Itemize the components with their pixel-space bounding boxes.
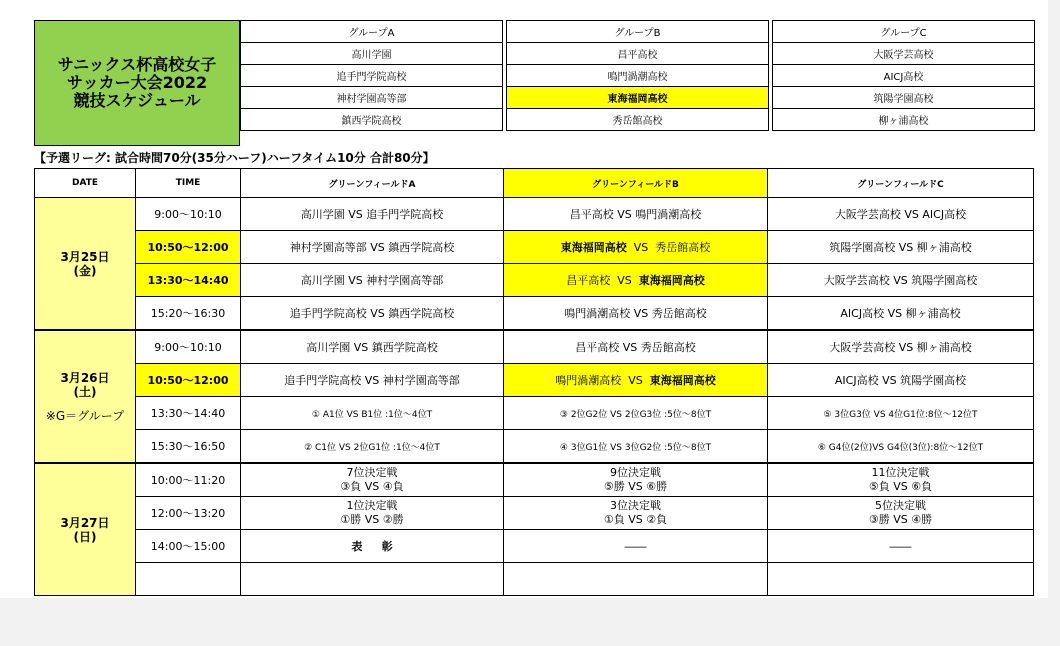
match-cell: 高川学園 VS 追手門学院高校 [241, 198, 504, 231]
schedule-header-row [35, 169, 1034, 198]
time-cell: 14:00～15:00 [136, 530, 241, 563]
table-row [35, 397, 1034, 430]
time-cell: 15:20～16:30 [136, 297, 241, 331]
table-row [35, 330, 1034, 364]
group-cell: 筑陽学園高校 [773, 87, 1035, 109]
match-cell: ⑤ 3位G3位 VS 4位G1位:8位～12位T [768, 397, 1034, 430]
match-cell: 大阪学芸高校 VS 筑陽学園高校 [768, 264, 1034, 297]
date-cell: 3月25日 (金) [35, 198, 136, 331]
match-cell: 筑陽学園高校 VS 柳ヶ浦高校 [768, 231, 1034, 264]
match-cell: AICJ高校 VS 柳ヶ浦高校 [768, 297, 1034, 331]
empty-cell [241, 563, 504, 596]
time-cell: 15:30～16:50 [136, 430, 241, 464]
match-cell: ③ 2位G2位 VS 2位G3位 :5位～8位T [504, 397, 768, 430]
match-cell: 3位決定戦 ①負 VS ②負 [504, 497, 768, 530]
match-cell-highlighted: 鳴門渦潮高校 VS 東海福岡高校 [504, 364, 768, 397]
empty-cell [504, 563, 768, 596]
group-cell: 大阪学芸高校 [773, 43, 1035, 65]
table-row [35, 297, 1034, 331]
match-cell: 追手門学院高校 VS 鎮西学院高校 [241, 297, 504, 331]
group-cell: 鎮西学院高校 [241, 109, 503, 131]
group-a-header: グループA [241, 21, 503, 43]
page-margin-right [1048, 0, 1060, 646]
time-cell-highlighted: 13:30～14:40 [136, 264, 241, 297]
time-cell: 13:30～14:40 [136, 397, 241, 430]
field-c-header: グリーンフィールドC [768, 169, 1034, 198]
group-row [241, 43, 1035, 65]
time-cell: 9:00～10:10 [136, 198, 241, 231]
league-rules-note: 【予選リーグ: 試合時間70分(35分ハーフ)ハーフタイム10分 合計80分】 [34, 151, 435, 165]
match-cell: 追手門学院高校 VS 神村学園高等部 [241, 364, 504, 397]
table-row [35, 198, 1034, 231]
match-cell: 高川学園 VS 鎮西学院高校 [241, 330, 504, 364]
time-cell: 12:00～13:20 [136, 497, 241, 530]
match-cell: 11位決定戦 ⑤負 VS ⑥負 [768, 463, 1034, 497]
match-cell: 7位決定戦 ③負 VS ④負 [241, 463, 504, 497]
group-cell-highlighted: 東海福岡高校 [507, 87, 769, 109]
table-row [35, 430, 1034, 464]
table-row [35, 463, 1034, 497]
match-cell: 大阪学芸高校 VS AICJ高校 [768, 198, 1034, 231]
empty-cell [136, 563, 241, 596]
match-cell-highlighted: 東海福岡高校 VS 秀岳館高校 [504, 231, 768, 264]
empty-match-dash: ―― [768, 530, 1034, 563]
match-cell: 大阪学芸高校 VS 柳ヶ浦高校 [768, 330, 1034, 364]
match-cell: ④ 3位G1位 VS 3位G2位 :5位～8位T [504, 430, 768, 464]
match-cell: 9位決定戦 ⑤勝 VS ⑥勝 [504, 463, 768, 497]
group-row [241, 87, 1035, 109]
table-row-empty [35, 563, 1034, 596]
group-table [240, 20, 1035, 131]
time-cell: 9:00～10:10 [136, 330, 241, 364]
schedule-table [34, 168, 1034, 596]
group-cell: 昌平高校 [507, 43, 769, 65]
empty-cell [768, 563, 1034, 596]
group-cell: 神村学園高等部 [241, 87, 503, 109]
table-row [35, 497, 1034, 530]
match-cell: AICJ高校 VS 筑陽学園高校 [768, 364, 1034, 397]
group-row [241, 109, 1035, 131]
group-header-row [241, 21, 1035, 43]
tournament-title-box [34, 20, 240, 146]
page-margin-bottom [0, 598, 1060, 646]
match-cell: 昌平高校 VS 鳴門渦潮高校 [504, 198, 768, 231]
match-cell: 鳴門渦潮高校 VS 秀岳館高校 [504, 297, 768, 331]
match-cell: 神村学園高等部 VS 鎮西学院高校 [241, 231, 504, 264]
group-cell: 柳ヶ浦高校 [773, 109, 1035, 131]
group-abbreviation-note: ※G＝グループ [45, 408, 125, 423]
group-cell: AICJ高校 [773, 65, 1035, 87]
date-cell: 3月27日 (日) [35, 463, 136, 596]
match-cell: 高川学園 VS 神村学園高等部 [241, 264, 504, 297]
group-b-header: グループB [507, 21, 769, 43]
empty-match-dash: ―― [504, 530, 768, 563]
match-cell: ⑥ G4位(2位)VS G4位(3位):8位～12位T [768, 430, 1034, 464]
group-cell: 高川学園 [241, 43, 503, 65]
match-cell: 1位決定戦 ①勝 VS ②勝 [241, 497, 504, 530]
table-row [35, 530, 1034, 563]
time-header: TIME [136, 169, 241, 198]
group-cell: 追手門学院高校 [241, 65, 503, 87]
match-cell-highlighted: 昌平高校 VS 東海福岡高校 [504, 264, 768, 297]
time-cell-highlighted: 10:50～12:00 [136, 231, 241, 264]
group-c-header: グループC [773, 21, 1035, 43]
match-cell: 5位決定戦 ③勝 VS ④勝 [768, 497, 1034, 530]
tournament-title: サニックス杯高校女子 サッカー大会2022 競技スケジュール [57, 55, 217, 110]
field-a-header: グリーンフィールドA [241, 169, 504, 198]
field-b-header: グリーンフィールドB [504, 169, 768, 198]
date-header: DATE [35, 169, 136, 198]
time-cell: 10:00～11:20 [136, 463, 241, 497]
table-row [35, 264, 1034, 297]
table-row [35, 364, 1034, 397]
match-cell: ② C1位 VS 2位G1位 :1位～4位T [241, 430, 504, 464]
date-cell: 3月26日 (土) ※G＝グループ [35, 330, 136, 463]
ceremony-cell: 表 彰 [241, 530, 504, 563]
table-row [35, 231, 1034, 264]
group-cell: 鳴門渦潮高校 [507, 65, 769, 87]
group-row [241, 65, 1035, 87]
time-cell-highlighted: 10:50～12:00 [136, 364, 241, 397]
match-cell: ① A1位 VS B1位 :1位～4位T [241, 397, 504, 430]
group-cell: 秀岳館高校 [507, 109, 769, 131]
match-cell: 昌平高校 VS 秀岳館高校 [504, 330, 768, 364]
